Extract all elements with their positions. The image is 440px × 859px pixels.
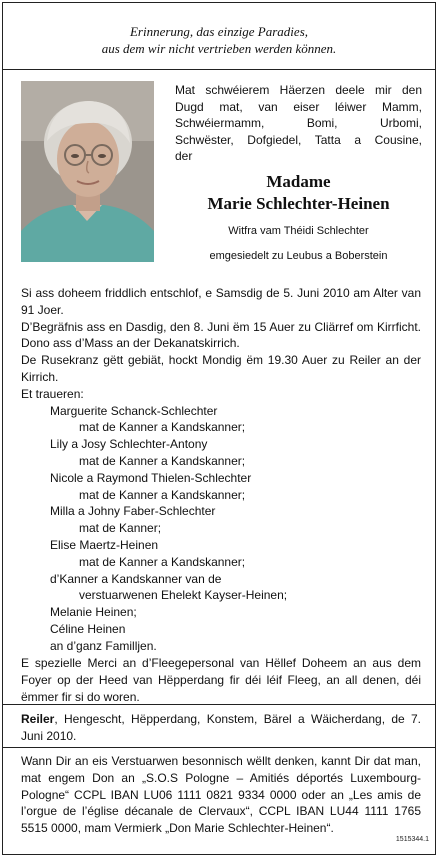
divider-middle	[3, 704, 435, 705]
mourners-heading: Et traueren:	[21, 386, 84, 401]
thanks-paragraph: E spezielle Merci an d’Fleegepersonal van Hëllef Doheem an aus dem Foyer op der Heed van Hëpperdang fir déi léif Fleeg, an all denen, déi ëmmer fir si do woren.	[21, 656, 421, 704]
mourners-list	[21, 403, 421, 655]
mourner-line: Lily a Josy Schlechter-Antony	[50, 437, 208, 452]
mourner-line: Marguerite Schanck-Schlechter	[50, 403, 218, 418]
quote-line: aus dem wir nicht vertrieben werden können.	[101, 41, 337, 56]
deceased-name: Marie Schlechter-Heinen	[207, 194, 390, 213]
intro-line: Mat schwéierem Häerzen deele mir den	[175, 83, 422, 97]
places-paragraph	[21, 711, 421, 745]
mourner-line: mat de Kanner a Kandskanner;	[79, 420, 246, 435]
residence: emgesiedelt zu Leubus a Boberstein	[209, 250, 388, 262]
funeral-paragraph: D’Begräfnis ass en Dasdig, den 8. Juni ëm 15 Auer zu Cliärref om Kirrficht. Dono ass d’Mass an der Dekanatskirrich.	[21, 319, 421, 351]
intro-line: Schwëster, Dofgiedel, Tatta a Cousine,	[175, 132, 422, 147]
portrait-image	[21, 81, 154, 262]
divider-top	[3, 69, 435, 70]
mourner-line: mat de Kanner a Kandskanner;	[79, 453, 246, 468]
death-paragraph: Si ass doheem friddlich entschlof, e Samsdig de 5. Juni 2010 am Alter van 91 Joer.	[21, 286, 421, 317]
place-bold: Reiler	[21, 712, 55, 726]
mourner-line: mat de Kanner;	[79, 521, 162, 536]
reference-number: 1515344.1	[395, 836, 429, 843]
quote-line: Erinnerung, das einzige Paradies,	[129, 24, 308, 39]
widow-of: Witfra vam Théidi Schlechter	[228, 225, 369, 237]
notice-body	[21, 285, 421, 655]
intro-line: Dugd mat, van eiser léiwer Mamm,	[175, 99, 422, 114]
mourner-line: mat de Kanner a Kandskanner;	[79, 487, 246, 502]
mourner-line: Melanie Heinen;	[50, 605, 137, 620]
deceased-title: Madame	[266, 172, 331, 191]
mourner-line: verstuarwenen Ehelekt Kayser-Heinen;	[79, 588, 288, 603]
portrait-photo	[21, 81, 154, 262]
mourner-line: Nicole a Raymond Thielen-Schlechter	[50, 470, 252, 485]
intro-line: Schwéiermamm, Bomi, Urbomi,	[175, 116, 422, 131]
places-rest: , Hengescht, Hëpperdang, Konstem, Bärel a Wäicherdang, de 7. Juni 2010.	[21, 712, 421, 743]
memorial-quote	[3, 23, 435, 57]
donation-paragraph: Wann Dir an eis Verstuarwen besonnisch wëllt denken, kannt Dir dat man, mat engem Don an „S.O.S Pologne – Amitiés déportés Luxembourg-Pologne“ CCPL IBAN LU06 1111 0821 9334 0000 oder an „Les amis de l’orgue de l’église décanale de Clervaux“, CCPL IBAN LU44 1111 1765 5515 0000, mam Vermierk „Don Marie Schlechter-Heinen“.	[21, 754, 421, 836]
mourner-line: Milla a Johny Faber-Schlechter	[50, 504, 216, 519]
obituary-notice	[2, 2, 436, 855]
rosary-paragraph: De Rusekranz gëtt gebiät, hockt Mondig ëm 19.30 Auer zu Reiler an der Kirrich.	[21, 353, 421, 384]
intro-line: der	[175, 149, 193, 164]
intro-text	[175, 82, 422, 165]
mourner-line: Céline Heinen	[50, 621, 126, 636]
mourner-line: d’Kanner a Kandskanner van de	[50, 571, 222, 586]
mourner-line: Elise Maertz-Heinen	[50, 537, 159, 552]
mourner-line: mat de Kanner a Kandskanner;	[79, 554, 246, 569]
divider-bottom	[3, 747, 435, 748]
mourner-line: an d’ganz Familljen.	[50, 638, 157, 653]
